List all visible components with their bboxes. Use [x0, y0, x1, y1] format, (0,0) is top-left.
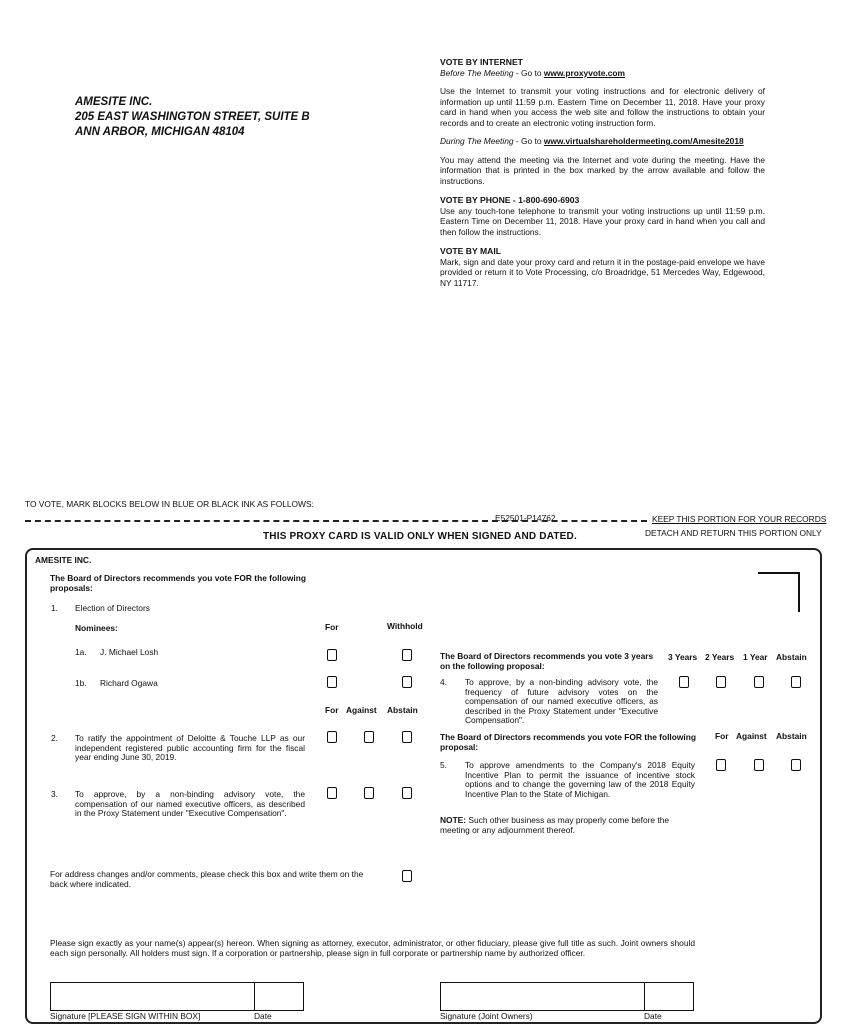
before-go-text: - Go to [513, 67, 544, 78]
company-name: AMESITE INC. [75, 96, 153, 108]
item4-2yr-checkbox[interactable] [716, 676, 726, 688]
detach-portion-label: DETACH AND RETURN THIS PORTION ONLY [645, 528, 822, 538]
mark-blocks-instruction: TO VOTE, MARK BLOCKS BELOW IN BLUE OR BLACK INK AS FOLLOWS: [25, 499, 314, 509]
item3-against-checkbox[interactable] [364, 787, 374, 799]
col-abstain-header: Abstain [387, 705, 418, 715]
col-against-header-5: Against [736, 731, 767, 741]
item2-number: 2. [51, 733, 58, 743]
proxyvote-link[interactable]: www.proxyvote.com [543, 67, 625, 78]
col-abstain-header-5: Abstain [776, 731, 807, 741]
phone-text: Use any touch-tone telephone to transmit your voting instructions up until 11:59 p.m. Eastern Time on December 11, 2018. Have your proxy card in hand when you call and then follow the instructions. [440, 205, 765, 237]
mail-text: Mark, sign and date your proxy card and return it in the postage-paid envelope we have provided or return it to Vote Processing, c/o Broadridge, 51 Mercedes Way, Edgewood, NY 11717. [440, 256, 765, 288]
col-abstain-header-4: Abstain [776, 652, 807, 662]
joint-signature-box[interactable] [440, 982, 645, 1011]
during-go-text: - Go to [513, 136, 544, 146]
before-meeting-label: Before The Meeting [440, 67, 514, 78]
company-address-line1: 205 EAST WASHINGTON STREET, SUITE B [75, 111, 310, 123]
address-change-checkbox[interactable] [402, 870, 412, 882]
note-text [440, 816, 698, 835]
valid-notice: THIS PROXY CARD IS VALID ONLY WHEN SIGNED AND DATED. [263, 531, 577, 542]
card-company-name: AMESITE INC. [35, 555, 92, 565]
joint-date-label: Date [644, 1011, 662, 1021]
col-for-header-2: For [325, 705, 339, 715]
item2-for-checkbox[interactable] [327, 731, 337, 743]
nominee2-name: Richard Ogawa [100, 678, 158, 688]
virtual-meeting-link[interactable]: www.virtualshareholdermeeting.com/Amesite2018 [543, 136, 744, 146]
company-address [75, 95, 310, 140]
item4-3yr-checkbox[interactable] [679, 676, 689, 688]
joint-date-box[interactable] [644, 982, 694, 1011]
vote-phone-title: VOTE BY PHONE - 1-800-690-6903 [440, 195, 580, 205]
form-code: E52501-P14762 [495, 513, 556, 523]
arrow-marker-box [758, 572, 800, 612]
company-address-line2: ANN ARBOR, MICHIGAN 48104 [75, 126, 245, 138]
address-change-text: For address changes and/or comments, please check this box and write them on the back where indicated. [50, 869, 364, 889]
item1-text: Election of Directors [75, 603, 150, 613]
board-recommendation-for: The Board of Directors recommends you vote FOR the following proposals: [50, 573, 306, 593]
joint-signature-label: Signature (Joint Owners) [440, 1011, 533, 1021]
item2-abstain-checkbox[interactable] [402, 731, 412, 743]
keep-portion-label: KEEP THIS PORTION FOR YOUR RECORDS [652, 514, 827, 524]
nominee2-for-checkbox[interactable] [327, 676, 337, 688]
internet-text: Use the Internet to transmit your voting instructions and for electronic delivery of information up until 11:59 p.m. Eastern Time on December 11, 2018. Have your proxy card in hand when you access the web site and follow the instructions to obtain your records and to create an electronic voting instruction form. [440, 86, 765, 128]
item4-text: To approve, by a non-binding advisory vote, the frequency of future advisory votes on the compensation of our named executive officers, as described in the Proxy Statement under "Executive Compensation". [465, 677, 658, 725]
during-meeting-label: During The Meeting [440, 136, 514, 146]
nominee1-for-checkbox[interactable] [327, 649, 337, 661]
board-recommendation-for-2: The Board of Directors recommends you vote FOR the following proposal: [440, 732, 696, 752]
during-text: You may attend the meeting via the Internet and vote during the meeting. Have the information that is printed in the box marked by the arrow available and follow the instructions. [440, 154, 765, 186]
item3-number: 3. [51, 789, 58, 799]
col-for-header-5: For [715, 731, 729, 741]
signature-label: Signature [PLEASE SIGN WITHIN BOX] [50, 1011, 201, 1021]
date-label: Date [254, 1011, 272, 1021]
item2-text: To ratify the appointment of Deloitte & Touche LLP as our independent registered public accounting firm for the fiscal year ending June 30, 2019. [75, 733, 305, 762]
item2-against-checkbox[interactable] [364, 731, 374, 743]
col-for-header: For [325, 622, 339, 632]
item5-text: To approve amendments to the Company's 2018 Equity Incentive Plan to permit the issuance of incentive stock options and to change the governing law of the 2018 Equity Incentive Plan to the State of Michigan. [465, 760, 695, 799]
item5-number: 5. [440, 760, 447, 770]
item4-1yr-checkbox[interactable] [754, 676, 764, 688]
col-3yr-header: 3 Years [668, 652, 698, 662]
item5-abstain-checkbox[interactable] [791, 759, 801, 771]
item3-abstain-checkbox[interactable] [402, 787, 412, 799]
voting-instructions [440, 57, 765, 297]
nominee1-name: J. Michael Losh [100, 647, 159, 657]
vote-mail-title: VOTE BY MAIL [440, 246, 501, 256]
board-recommendation-3yr: The Board of Directors recommends you vote 3 years on the following proposal: [440, 651, 654, 671]
nominees-label: Nominees: [75, 623, 118, 633]
item4-number: 4. [440, 677, 447, 687]
signing-instructions: Please sign exactly as your name(s) appear(s) hereon. When signing as attorney, executor, administrator, or other fiduciary, please give full title as such. Joint owners should each sign personally. All holders must sign. If a corporation or partnership, please sign in full corporate or partnership name by authorized officer. [50, 938, 695, 958]
item5-for-checkbox[interactable] [716, 759, 726, 771]
detach-line [25, 520, 647, 522]
signature-box[interactable] [50, 982, 255, 1011]
col-1yr-header: 1 Year [743, 652, 768, 662]
nominee1-number: 1a. [75, 647, 87, 657]
col-withhold-header: Withhold [387, 621, 423, 631]
date-box[interactable] [254, 982, 304, 1011]
note-label: NOTE: [440, 815, 467, 825]
nominee2-number: 1b. [75, 678, 87, 688]
nominee1-withhold-checkbox[interactable] [402, 649, 412, 661]
item3-for-checkbox[interactable] [327, 787, 337, 799]
note-body: Such other business as may properly come before the meeting or any adjournment thereof. [440, 815, 670, 835]
nominee2-withhold-checkbox[interactable] [402, 676, 412, 688]
col-against-header: Against [346, 705, 377, 715]
vote-internet-title: VOTE BY INTERNET [440, 57, 523, 67]
item4-abstain-checkbox[interactable] [791, 676, 801, 688]
col-2yr-header: 2 Years [705, 652, 735, 662]
item3-text: To approve, by a non-binding advisory vote, the compensation of our named executive officers, as described in the Proxy Statement under "Executive Compensation". [75, 789, 305, 818]
item5-against-checkbox[interactable] [754, 759, 764, 771]
item1-number: 1. [51, 603, 58, 613]
